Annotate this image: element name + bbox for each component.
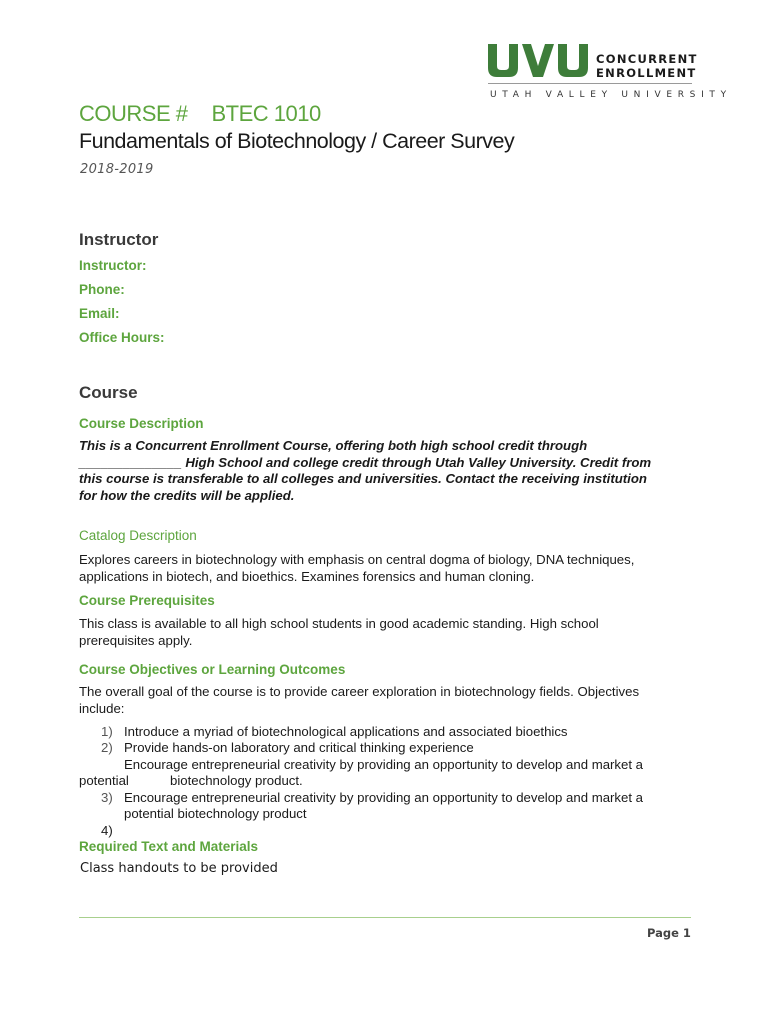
objective-number: 2) [101, 740, 113, 755]
objectives-intro-line: The overall goal of the course is to provide career exploration in biotechnology fields. Objectives [79, 684, 640, 699]
catalog-description-text [79, 552, 699, 585]
course-label: COURSE # [79, 101, 188, 126]
logo-divider [488, 83, 692, 84]
objective-item: Provide hands-on laboratory and critical thinking experience [124, 740, 474, 755]
course-code: BTEC 1010 [211, 101, 321, 126]
objective-number: 1) [101, 724, 113, 739]
objective-number: 4) [101, 823, 113, 838]
academic-year: 2018-2019 [80, 162, 154, 177]
logo-line-1: CONCURRENT [596, 52, 698, 66]
uvu-letters-logo [488, 44, 592, 78]
objective-item-continued: potential biotechnology product [124, 806, 307, 821]
objective-loose-line: Encourage entrepreneurial creativity by providing an opportunity to develop and market a [124, 757, 644, 772]
instructor-heading: Instructor [79, 230, 159, 249]
prereq-line: prerequisites apply. [79, 632, 193, 648]
description-line: for how the credits will be applied. [79, 487, 295, 503]
catalog-line: Explores careers in biotechnology with emphasis on central dogma of biology, DNA techniques, [79, 552, 635, 567]
phone-field: Phone: [79, 282, 125, 297]
page-number: Page 1 [647, 926, 691, 940]
objective-loose-line: biotechnology product. [170, 773, 303, 788]
objectives-intro-line: include: [79, 700, 125, 716]
course-title: Fundamentals of Biotechnology / Career Survey [79, 129, 515, 153]
materials-text: Class handouts to be provided [80, 861, 278, 876]
prereq-line: This class is available to all high school students in good academic standing. High school [79, 616, 599, 631]
objectives-intro [79, 684, 699, 717]
instructor-field: Instructor: [79, 258, 147, 273]
objective-item: Encourage entrepreneurial creativity by providing an opportunity to develop and market a [124, 790, 644, 805]
prerequisites-label: Course Prerequisites [79, 593, 215, 608]
course-heading: Course [79, 383, 138, 402]
logo-university-name: UTAH VALLEY UNIVERSITY [490, 90, 732, 100]
description-line: ______________ High School and college credit through Utah Valley University. Credit from [79, 454, 652, 470]
description-line: This is a Concurrent Enrollment Course, offering both high school credit through [79, 438, 588, 453]
logo-line-2: ENROLLMENT [596, 66, 697, 80]
concurrent-enrollment-wordmark [596, 52, 698, 80]
catalog-line: applications in biotech, and bioethics. Examines forensics and human cloning. [79, 568, 535, 584]
catalog-description-label: Catalog Description [79, 528, 197, 543]
course-number [79, 101, 321, 127]
materials-label: Required Text and Materials [79, 839, 259, 854]
prerequisites-text [79, 616, 699, 649]
objective-item: Introduce a myriad of biotechnological applications and associated bioethics [124, 724, 568, 739]
footer-divider [79, 917, 691, 918]
office-hours-field: Office Hours: [79, 330, 165, 345]
objectives-label: Course Objectives or Learning Outcomes [79, 662, 346, 677]
course-description-label: Course Description [79, 416, 204, 431]
description-line: this course is transferable to all colleges and universities. Contact the receiving institution [79, 471, 647, 486]
uvu-logo [488, 44, 732, 104]
objective-loose-line: potential [79, 773, 129, 788]
course-description-text [79, 438, 699, 504]
email-field: Email: [79, 306, 120, 321]
objective-number: 3) [101, 790, 113, 805]
